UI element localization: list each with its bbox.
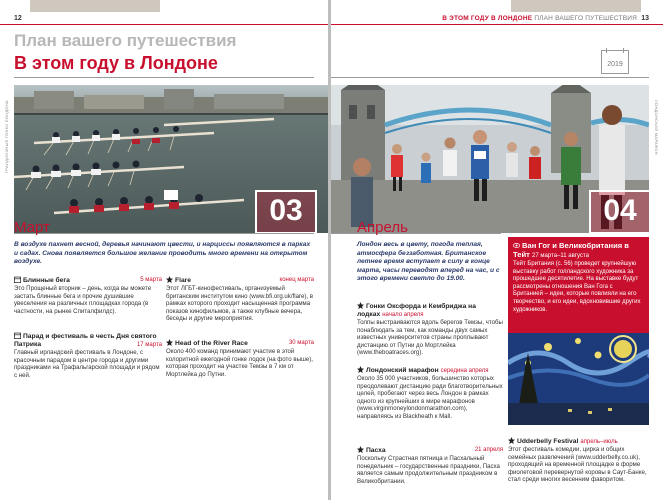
event-date: 5 марта bbox=[140, 277, 162, 283]
title-rule bbox=[14, 77, 314, 78]
event-title: Блинные бега bbox=[23, 277, 70, 284]
vertical-credit: ГРАНДИОЗНЫЕ ГОНКИ ЛОНДОНА bbox=[4, 100, 9, 174]
event-title: Парад и фестиваль в честь Дня святого Патрика bbox=[14, 333, 157, 348]
month-intro: Лондон весь в цвету, погода теплая, атмосфера беззаботная. Британское летнее время вступает в силу в конце марта, часы переводят вперед на час, и с этого времени светло до 19.00. bbox=[357, 241, 500, 283]
event-title: Пасха bbox=[366, 447, 386, 454]
calendar-icon bbox=[14, 276, 21, 283]
page-tab bbox=[511, 0, 641, 12]
event-text: Около 400 команд принимают участие в этой колоритной ежегодной гонке лодок (на фото выше), которая проходит на участке Темзы в 7 км от Мортлейка до Путни. bbox=[166, 348, 313, 378]
month-number-badge: 03 bbox=[255, 190, 317, 234]
kicker: План вашего путешествия bbox=[14, 31, 237, 50]
event-entry bbox=[508, 437, 649, 484]
event-text: Толпы выстраиваются вдоль берегов Темзы, чтобы понаблюдать за тем, как команды двух самых известных университетов страны проплывают дистанцию от Путни до Мортлейка (www.theboatraces.org). bbox=[357, 319, 503, 356]
calendar-year-icon: 2019 bbox=[601, 50, 629, 74]
event-text: Поскольку Страстная пятница и Пасхальный понедельник – государственные праздники, Пасха является самым продолжительным праздником в Великобритании. bbox=[357, 455, 500, 485]
event-entry bbox=[166, 339, 314, 378]
event-date: конец марта bbox=[279, 277, 314, 283]
event-date: начало апреля bbox=[382, 312, 424, 318]
page-title: В этом году в Лондоне bbox=[14, 53, 218, 73]
photo-rule bbox=[14, 233, 314, 234]
calendar-icon bbox=[14, 332, 21, 339]
event-entry bbox=[14, 332, 162, 379]
painting-illustration bbox=[508, 333, 649, 425]
month-number-badge: 04 bbox=[589, 190, 651, 234]
header-rule bbox=[331, 24, 663, 25]
event-title: Udderbelly Festival bbox=[517, 438, 579, 445]
month-heading: Апрель bbox=[357, 219, 408, 236]
eye-icon bbox=[513, 242, 520, 249]
event-entry bbox=[357, 366, 503, 420]
event-entry bbox=[166, 276, 314, 323]
event-entry bbox=[357, 446, 503, 485]
star-icon bbox=[357, 366, 364, 373]
event-entry bbox=[357, 302, 503, 357]
page-number: 12 bbox=[14, 15, 22, 22]
header-rule bbox=[0, 24, 328, 25]
event-title: Лондонский марафон bbox=[366, 367, 439, 374]
page-number: 13 bbox=[641, 15, 649, 22]
event-date: апрель–июль bbox=[580, 439, 618, 445]
featured-date: 27 марта–11 августа bbox=[532, 253, 589, 259]
star-icon bbox=[357, 302, 364, 309]
event-date: 17 марта bbox=[136, 342, 162, 348]
event-title: Flare bbox=[175, 277, 191, 284]
event-date: 21 апреля bbox=[474, 447, 503, 453]
event-text: Около 35 000 участников, большинство которых преодолевают дистанцию ради благотворительных целей, пробегают через весь Лондон в рамках одного из крупнейших в мире марафонов (www.virginmoneylondonmarathon.com), направляясь из Blackheath к Mall. bbox=[357, 375, 503, 420]
event-title: Head of the River Race bbox=[175, 340, 248, 347]
month-heading: Март bbox=[14, 219, 50, 236]
event-date: середина апреля bbox=[440, 368, 489, 374]
right-page bbox=[331, 0, 663, 500]
event-text: Этот фестиваль комедии, цирка и общих семейных развлечений (www.udderbelly.co.uk), проходящий на временной площадке в форме фиолетовой перевернутой коровы в Саут-Банке, стал среди многих весенним фаворитом. bbox=[508, 446, 647, 483]
month-intro: В воздухе пахнет весной, деревья начинают цвести, и нарциссы появляются в парках и садах. Снова появляется большое желание проводить много времени на открытом воздухе. bbox=[14, 241, 311, 266]
title-rule bbox=[331, 77, 649, 78]
left-page bbox=[0, 0, 328, 500]
event-text: Этот ЛГБТ-кинофестиваль, организуемый британским институтом кино (www.bfi.org.uk/flare), в рамках которого проходит насыщенная программа показов кинофильмов, а также клубные вечера, беседы и другие мероприятия. bbox=[166, 285, 314, 322]
event-text: Это Прощеный вторник – день, когда вы можете застать блинные бега и прочие душившие увеселения на различных площадках города (в частности, на рынке Спиталфилдс). bbox=[14, 285, 152, 315]
running-head: В ЭТОМ ГОДУ В ЛОНДОНЕ ПЛАН ВАШЕГО ПУТЕШЕСТВИЯ bbox=[442, 15, 637, 22]
event-text: Главный ирландский фестиваль в Лондоне, с красочным парадом в центре города и другими праздниками на Трафальгарской площади и рядом с ней. bbox=[14, 349, 160, 379]
featured-event-box bbox=[508, 237, 649, 333]
event-title: Гонки Оксфорда и Кембриджа на лодках bbox=[357, 303, 476, 318]
star-icon bbox=[357, 446, 364, 453]
star-icon bbox=[166, 339, 173, 346]
event-date: 30 марта bbox=[288, 340, 314, 346]
star-icon bbox=[508, 437, 515, 444]
event-entry bbox=[14, 276, 162, 315]
page-tab bbox=[30, 0, 160, 12]
starry-night-painting bbox=[508, 333, 649, 425]
featured-title: Ван Гог и Великобритания в Тейт bbox=[513, 241, 629, 259]
vertical-credit: ЛОНДОНСКИЙ МАРАФОН bbox=[654, 100, 659, 155]
featured-text: Тейт Британия (с. 56) проведет крупнейшую выставку работ голландского художника за прошедшее десятилетие. На выставке будут рассмотрены отношения Ван Гога с Британией – идеи, которые повлияли на его творчество, и его идеи, вдохновившие других художников. bbox=[513, 261, 641, 313]
star-icon bbox=[166, 276, 173, 283]
